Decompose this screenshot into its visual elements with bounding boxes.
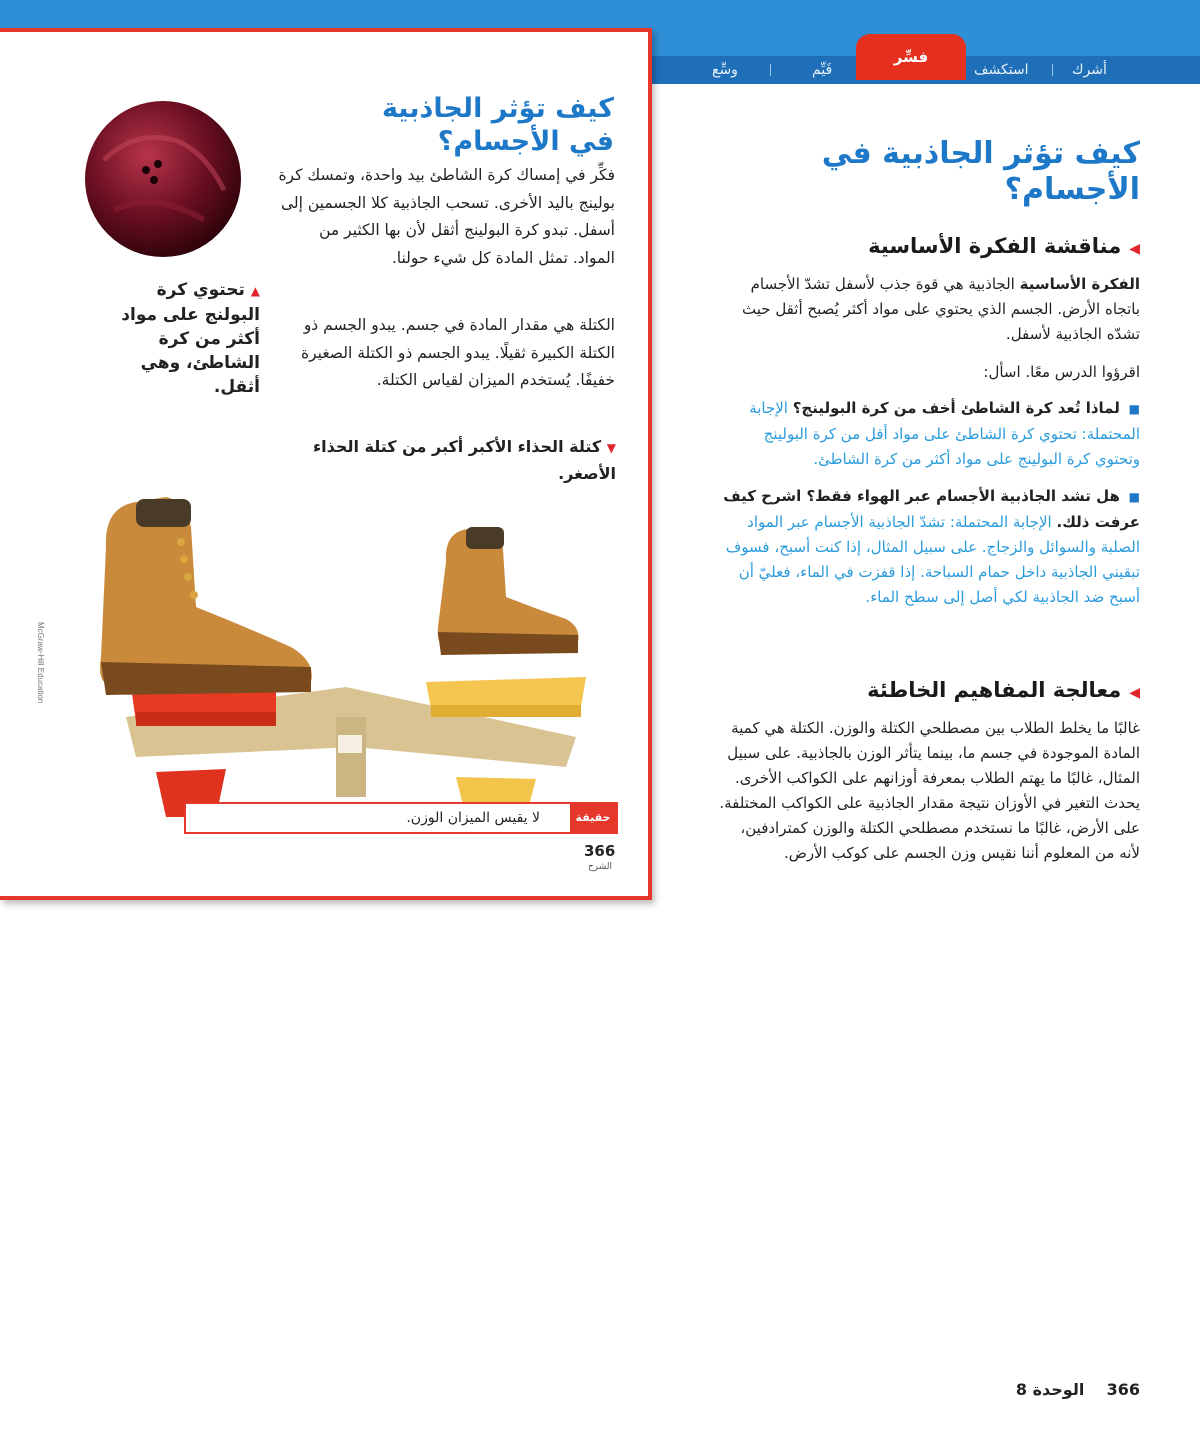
ball-caption-text: تحتوي كرة البولنج على مواد أكثر من كرة الشاطئ، وهي أثقل. xyxy=(121,280,260,397)
fact-label: حقيقة xyxy=(570,804,616,832)
bowling-ball-image xyxy=(84,100,242,258)
student-paragraph-1: فكِّر في إمساك كرة الشاطئ بيد واحدة، وتمسك كرة بولينج باليد الأخرى. تسحب الجاذبية كلا الجسمين إلى أسفل. تبدو كرة البولينج أثقل لأن بها الكثير من المواد. تمثل المادة كل شيء حولنا. xyxy=(278,166,615,267)
tab-separator xyxy=(770,64,771,76)
tab-elaborate[interactable]: وسِّع xyxy=(712,62,738,78)
triangle-left-icon: ◀ xyxy=(1129,241,1140,257)
big-idea-text: الجاذبية هي قوة جذب لأسفل تشدّ الأجسام باتجاه الأرض. الجسم الذي يحتوي على مواد أكثر يُصبح أثقل حيث تشدّه الجاذبية لأسفل. xyxy=(742,275,1140,343)
big-idea-label: الفكرة الأساسية xyxy=(1019,275,1140,293)
answer-2-text: الإجابة المحتملة: تشدّ الجاذبية الأجسام عبر المواد الصلبة والسوائل والزجاج. على سبيل المثال، إذا كنت أسبح، فسوف تبقيني الجاذبية داخل حمام السباحة. إذا قفزت في الماء، فعليّ أن أسبح ضد الجاذبية لكي أصل إلى سطح الماء. xyxy=(725,513,1140,606)
student-page-title: كيف تؤثر الجاذبية في الأجسام؟ xyxy=(381,93,614,157)
question-2-text: هل تشد الجاذبية الأجسام عبر الهواء فقط؟ اشرح كيف عرفت ذلك. xyxy=(723,487,1140,531)
square-bullet-icon: ■ xyxy=(1128,490,1140,504)
ball-caption xyxy=(110,278,260,399)
triangle-up-icon: ▲ xyxy=(250,284,260,298)
footer-page-number: 366 xyxy=(1106,1380,1140,1399)
teacher-title: كيف تؤثر الجاذبية في الأجسام؟ xyxy=(821,136,1140,207)
misconception-paragraph: غالبًا ما يخلط الطلاب بين مصطلحي الكتلة والوزن. الكتلة هي كمية المادة الموجودة في جسم ما، بينما يتأثر الوزن بالجاذبية. على سبيل المثال، غالبًا ما يهتم الطلاب بمعرفة أوزانهم على الكواكب الأخرى. يحدث التغير في الأوزان نتيجة مقدار الجاذبية على الكواكب المختلفة. على الأرض، غالبًا ما نستخدم مصطلحي الكتلة والوزن كمترادفين، لأنه من المعلوم أننا نقيس وزن الجسم على كوكب الأرض. xyxy=(719,719,1140,862)
heading-main-idea xyxy=(700,234,1140,258)
tab-engage[interactable]: أشرك xyxy=(1072,62,1107,78)
fact-text: لا يقيس الميزان الوزن. xyxy=(406,810,540,826)
student-paragraph-2: الكتلة هي مقدار المادة في جسم. يبدو الجسم ذو الكتلة الكبيرة ثقيلًا. يبدو الجسم ذو الكتلة الصغيرة خفيفًا. يُستخدم الميزان لقياس الكتلة. xyxy=(300,316,615,389)
triangle-left-icon: ◀ xyxy=(1129,685,1140,701)
tab-explore[interactable]: استكشف xyxy=(974,62,1029,78)
heading-misconceptions xyxy=(700,678,1140,702)
shoe-caption xyxy=(300,434,616,487)
shoes-on-balance-image xyxy=(96,487,616,817)
triangle-down-icon: ▼ xyxy=(606,441,616,455)
tab-separator xyxy=(1052,64,1053,76)
read-together-text: اقرؤوا الدرس معًا. اسأل: xyxy=(983,363,1140,381)
answer-1-text: الإجابة المحتملة: تحتوي كرة الشاطئ على مواد أقل من كرة البولينج وتحتوي كرة البولينج على مواد أكثر من كرة الشاطئ. xyxy=(749,399,1140,468)
square-bullet-icon: ■ xyxy=(1128,402,1140,416)
question-1-text: لماذا تُعد كرة الشاطئ أخف من كرة البولينج؟ xyxy=(792,399,1120,417)
copyright-text: McGraw-Hill Education xyxy=(36,622,45,704)
question-1 xyxy=(716,396,1140,472)
heading-misconceptions-text: معالجة المفاهيم الخاطئة xyxy=(867,678,1122,702)
fact-box xyxy=(184,802,618,834)
big-idea-paragraph xyxy=(716,272,1140,347)
tab-explain-active[interactable]: فسِّر xyxy=(856,34,966,80)
student-page xyxy=(0,28,652,900)
tab-evaluate[interactable]: فَيِّم xyxy=(812,62,833,78)
student-page-section: الشرح xyxy=(588,862,613,872)
shoe-caption-text: كتلة الحذاء الأكبر أكبر من كتلة الحذاء الأصغر. xyxy=(313,437,616,483)
question-2 xyxy=(716,484,1140,610)
heading-main-idea-text: مناقشة الفكرة الأساسية xyxy=(868,234,1122,258)
copyright-credit xyxy=(30,622,45,842)
footer-unit: الوحدة 8 xyxy=(1015,1380,1085,1399)
page-footer xyxy=(980,1380,1140,1399)
student-page-number: 366 xyxy=(584,842,616,860)
